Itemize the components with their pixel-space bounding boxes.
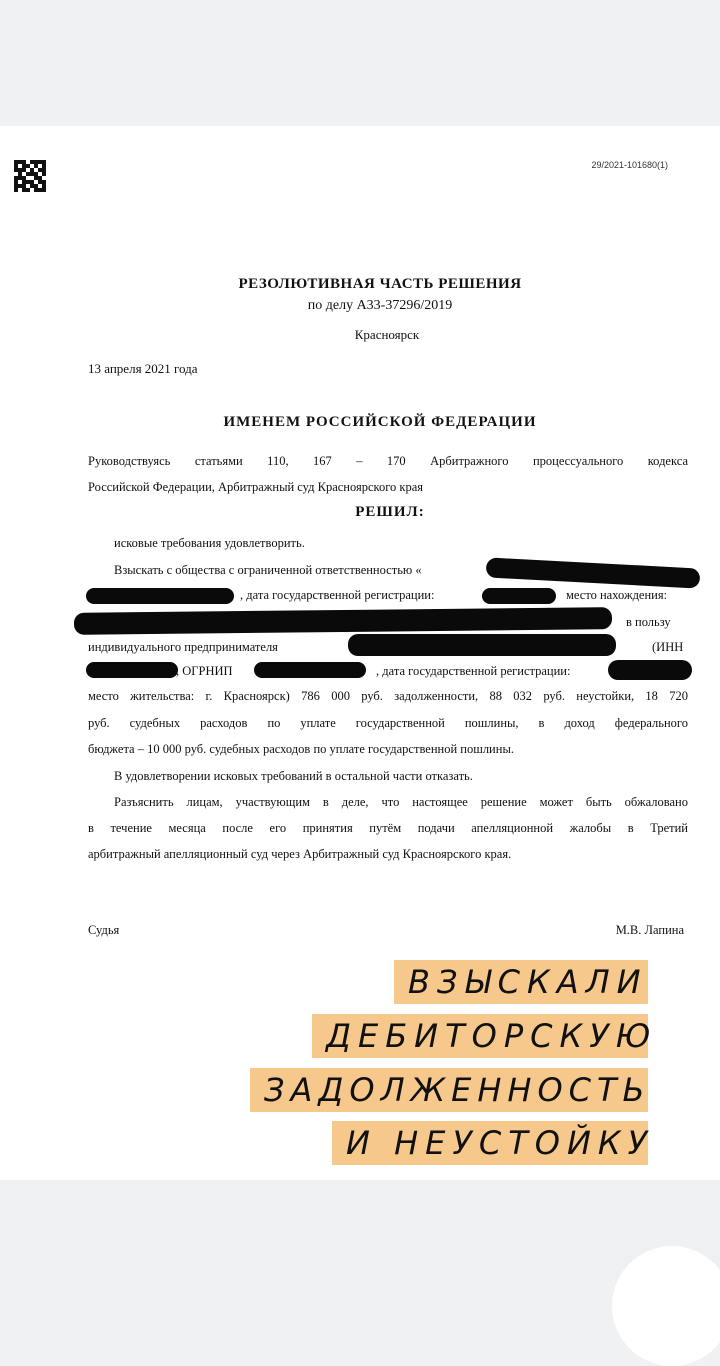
document-title: РЕЗОЛЮТИВНАЯ ЧАСТЬ РЕШЕНИЯ — [238, 276, 522, 292]
decided-heading: РЕШИЛ: — [355, 504, 425, 520]
document-number: 29/2021-101680(1) — [591, 160, 668, 170]
preamble-line: Руководствуясь статьями 110, 167 – 170 Арбитражного процессуального кодекса — [88, 454, 688, 468]
paragraph-collect: место нахождения: — [566, 588, 668, 602]
redaction-mark — [86, 662, 178, 678]
judge-label: Судья — [88, 923, 120, 937]
paragraph-collect: место жительства: г. Красноярск) 786 000 руб. задолженности, 88 032 руб. неустойки, 18 720 — [88, 689, 688, 703]
redaction-mark — [86, 588, 234, 604]
paragraph-explain: арбитражный апелляционный суд через Арбитражный суд Красноярского края. — [88, 847, 512, 861]
case-number: по делу А33-37296/2019 — [307, 298, 453, 313]
paragraph-satisfy: исковые требования удовлетворить. — [114, 536, 305, 550]
preamble-line: Российской Федерации, Арбитражный суд Красноярского края — [88, 480, 424, 494]
redaction-mark — [486, 557, 701, 588]
overlay-caption-line: ДЕБИТОРСКУЮ — [312, 1014, 648, 1058]
paragraph-collect: бюджета – 10 000 руб. судебных расходов по уплате государственной пошлины. — [88, 742, 514, 756]
decision-heading: ИМЕНЕМ РОССИЙСКОЙ ФЕДЕРАЦИИ — [223, 414, 537, 430]
paragraph-collect: в пользу — [626, 615, 671, 629]
paragraph-collect: Взыскать с общества с ограниченной ответственностью « — [114, 563, 422, 577]
paragraph-collect: индивидуального предпринимателя — [88, 640, 278, 654]
bottom-bar — [0, 1180, 720, 1280]
paragraph-collect: , дата государственной регистрации: — [240, 588, 435, 602]
redaction-mark — [348, 634, 616, 656]
document-date: 13 апреля 2021 года — [88, 361, 198, 376]
overlay-caption-line: ЗАДОЛЖЕННОСТЬ — [250, 1068, 648, 1112]
paragraph-explain: в течение месяца после его принятия путём подачи апелляционной жалобы в Третий — [88, 821, 688, 835]
qr-code-icon — [14, 160, 46, 192]
redaction-mark — [608, 660, 692, 680]
paragraph-collect: руб. судебных расходов по уплате государственной пошлины, в доход федерального — [88, 716, 688, 730]
redaction-mark — [74, 607, 612, 635]
city: Красноярск — [354, 327, 420, 342]
overlay-caption-line: И НЕУСТОЙКУ — [332, 1121, 648, 1165]
floating-action-button[interactable] — [612, 1246, 720, 1366]
document-page — [0, 126, 720, 1180]
paragraph-refuse: В удовлетворении исковых требований в остальной части отказать. — [114, 769, 473, 783]
paragraph-explain: Разъяснить лицам, участвующим в деле, что настоящее решение может быть обжаловано — [114, 795, 688, 809]
redaction-mark — [254, 662, 366, 678]
redaction-mark — [482, 588, 556, 604]
overlay-caption-line: ВЗЫСКАЛИ — [394, 960, 648, 1004]
paragraph-collect: , ОГРНИП — [176, 664, 233, 678]
judge-name: М.В. Лапина — [615, 923, 684, 937]
paragraph-collect: (ИНН — [652, 640, 684, 654]
paragraph-collect: , дата государственной регистрации: — [376, 664, 571, 678]
top-bar — [0, 0, 720, 126]
